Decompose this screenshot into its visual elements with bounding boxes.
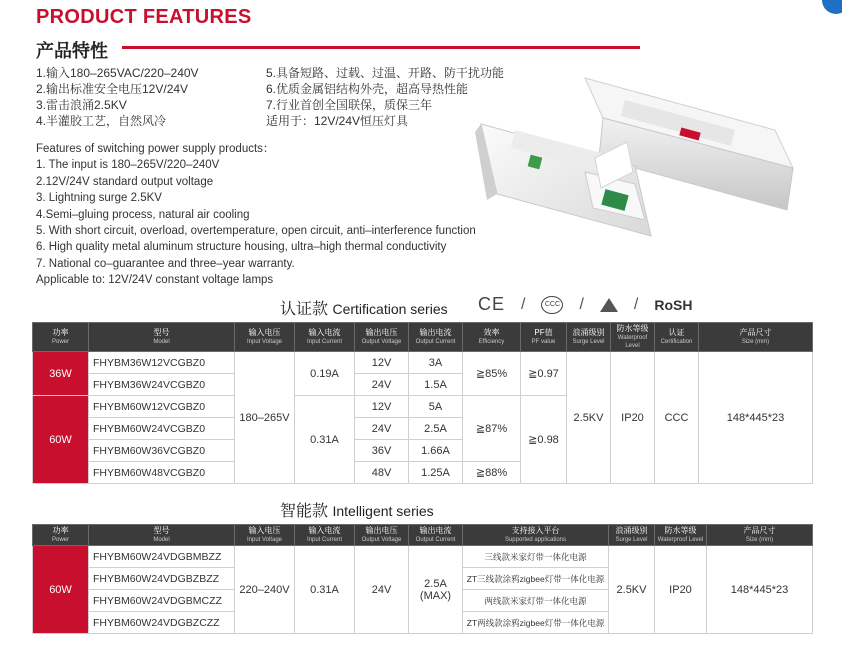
size-cell: 148*445*23 (707, 546, 813, 634)
header-platforms: 支持接入平台 Supported applications (463, 525, 609, 546)
header-input-voltage: 输入电压 Input Voltage (235, 525, 295, 546)
feature-cn-6: 6.优质金属铝结构外壳，超高导热性能 (266, 82, 469, 96)
output-current-cell: 1.66A (409, 440, 463, 462)
feature-cn-2: 2.输出标准安全电压12V/24V (36, 82, 189, 96)
input-current-cell: 0.31A (295, 546, 355, 634)
feature-en-7: 7. National co–guarantee and three–year warranty. (36, 257, 295, 270)
header-surge: 浪涌级别 Surge Level (567, 323, 611, 352)
ce-mark-icon: CE (478, 294, 506, 314)
platform-cell: ZT三线款涂鸦zigbee灯带一体化电源 (463, 568, 609, 590)
waterproof-cell: IP20 (611, 352, 655, 484)
output-current-cell (409, 546, 463, 634)
model-cell: FHYBM60W24VDGBMBZZ (89, 546, 235, 568)
header-output-current: 输出电流 Output Current (409, 323, 463, 352)
efficiency-cell: ≧85% (463, 352, 521, 396)
platform-cell: 三线款米家灯带一体化电源 (463, 546, 609, 568)
certification-title-cn: 认证款 (280, 301, 329, 318)
page-title: PRODUCT FEATURES (36, 6, 252, 28)
feature-en-applicable: Applicable to: 12V/24V constant voltage lamps (36, 274, 274, 287)
mark-separator: / (521, 295, 526, 313)
header-output-voltage: 输出电压 Output Voltage (355, 525, 409, 546)
header-model: 型号 Model (89, 525, 235, 546)
certification-cell: CCC (655, 352, 699, 484)
header-power: 功率 Power (33, 323, 89, 352)
feature-cn-4: 4.半灌胶工艺，自然风冷 (36, 114, 167, 128)
output-voltage-cell: 24V (355, 546, 409, 634)
header-output-current: 输出电流 Output Current (409, 525, 463, 546)
output-voltage-cell: 24V (355, 374, 409, 396)
model-cell: FHYBM60W48VCGBZ0 (89, 462, 235, 484)
header-power: 功率 Power (33, 525, 89, 546)
header-input-voltage: 输入电压 Input Voltage (235, 323, 295, 352)
intelligent-title-en: Intelligent series (332, 503, 434, 519)
certification-marks (478, 294, 693, 315)
table-header-row (33, 323, 813, 352)
output-current-cell: 2.5A (409, 418, 463, 440)
feature-cn-3: 3.雷击浪涌2.5KV (36, 98, 127, 112)
header-size: 产品尺寸 Size (mm) (707, 525, 813, 546)
feature-cn-5: 5.具备短路、过载、过温、开路、防干扰功能 (266, 66, 505, 80)
output-current-cell: 5A (409, 396, 463, 418)
page-subtitle-cn: 产品特性 (36, 41, 108, 61)
features-en (36, 141, 476, 289)
output-voltage-cell: 48V (355, 462, 409, 484)
input-voltage-cell: 220–240V (235, 546, 295, 634)
intelligent-section-title (280, 498, 434, 521)
header-input-current: 输入电流 Input Current (295, 525, 355, 546)
power-cell: 60W (33, 396, 89, 484)
platform-cell: 两线款米家灯带一体化电源 (463, 590, 609, 612)
output-current-cell: 1.25A (409, 462, 463, 484)
header-model: 型号 Model (89, 323, 235, 352)
input-current-cell: 0.19A (295, 352, 355, 396)
feature-en-1: 1. The input is 180–265V/220–240V (36, 159, 220, 172)
features-cn-right (266, 65, 504, 129)
table-row (33, 352, 813, 374)
feature-cn-applicable: 适用于：12V/24V恒压灯具 (266, 114, 409, 128)
output-voltage-cell: 12V (355, 352, 409, 374)
power-cell: 60W (33, 546, 89, 634)
cqc-mark-icon (600, 298, 618, 312)
efficiency-cell: ≧88% (463, 462, 521, 484)
header-input-current: 输入电流 Input Current (295, 323, 355, 352)
table-header-row (33, 525, 813, 546)
header-waterproof: 防水等级 Waterproof Level (655, 525, 707, 546)
model-cell: FHYBM60W24VDGBZBZZ (89, 568, 235, 590)
header-surge: 浪涌级别 Surge Level (609, 525, 655, 546)
surge-cell: 2.5KV (567, 352, 611, 484)
certification-spec-table (32, 322, 813, 484)
feature-en-4: 4.Semi–gluing process, natural air cooling (36, 208, 250, 221)
size-cell: 148*445*23 (699, 352, 813, 484)
ccc-mark-icon: CCC (541, 296, 563, 314)
certification-section-title (280, 296, 448, 319)
header-size: 产品尺寸 Size (mm) (699, 323, 813, 352)
title-divider (122, 46, 640, 49)
model-cell: FHYBM60W24VDGBZCZZ (89, 612, 235, 634)
power-cell: 36W (33, 352, 89, 396)
model-cell: FHYBM60W36VCGBZ0 (89, 440, 235, 462)
feature-en-3: 3. Lightning surge 2.5KV (36, 192, 162, 205)
certification-title-en: Certification series (332, 301, 448, 317)
features-cn-left (36, 65, 199, 129)
header-pf: PF值 PF value (521, 323, 567, 352)
feature-cn-7: 7.行业首创全国联保，质保三年 (266, 98, 433, 112)
intelligent-title-cn: 智能款 (280, 503, 329, 520)
input-current-cell: 0.31A (295, 396, 355, 484)
feature-en-heading: Features of switching power supply products： (36, 143, 275, 155)
output-voltage-cell: 24V (355, 418, 409, 440)
product-image (475, 60, 805, 260)
pf-cell: ≧0.98 (521, 396, 567, 484)
feature-cn-1: 1.输入180–265VAC/220–240V (36, 66, 199, 80)
header-efficiency: 效率 Efficiency (463, 323, 521, 352)
mark-separator: / (579, 295, 584, 313)
model-cell: FHYBM36W24VCGBZ0 (89, 374, 235, 396)
mark-separator: / (633, 295, 639, 313)
model-cell: FHYBM60W12VCGBZ0 (89, 396, 235, 418)
pf-cell: ≧0.97 (521, 352, 567, 396)
table-row (33, 546, 813, 568)
output-current-cell: 1.5A (409, 374, 463, 396)
intelligent-spec-table (32, 524, 813, 634)
header-output-voltage: 输出电压 Output Voltage (355, 323, 409, 352)
feature-en-5: 5. With short circuit, overload, overtemperature, open circuit, anti–interference function (36, 225, 476, 238)
corner-decoration (822, 0, 842, 14)
platform-cell: ZT两线款涂鸦zigbee灯带一体化电源 (463, 612, 609, 634)
rohs-mark: RoSH (654, 296, 693, 313)
feature-en-6: 6. High quality metal aluminum structure housing, ultra–high thermal conductivity (36, 241, 447, 254)
output-voltage-cell: 12V (355, 396, 409, 418)
output-voltage-cell: 36V (355, 440, 409, 462)
input-voltage-cell: 180–265V (235, 352, 295, 484)
output-current-value: 2.5A (424, 577, 447, 590)
output-current-cell: 3A (409, 352, 463, 374)
waterproof-cell: IP20 (655, 546, 707, 634)
surge-cell: 2.5KV (609, 546, 655, 634)
model-cell: FHYBM36W12VCGBZ0 (89, 352, 235, 374)
feature-en-2: 2.12V/24V standard output voltage (36, 175, 214, 188)
model-cell: FHYBM60W24VCGBZ0 (89, 418, 235, 440)
efficiency-cell: ≧87% (463, 396, 521, 462)
header-certification: 认证 Certification (655, 323, 699, 352)
model-cell: FHYBM60W24VDGBMCZZ (89, 590, 235, 612)
output-current-note: (MAX) (419, 589, 452, 602)
header-waterproof: 防水等级 Waterproof Level (611, 323, 655, 352)
